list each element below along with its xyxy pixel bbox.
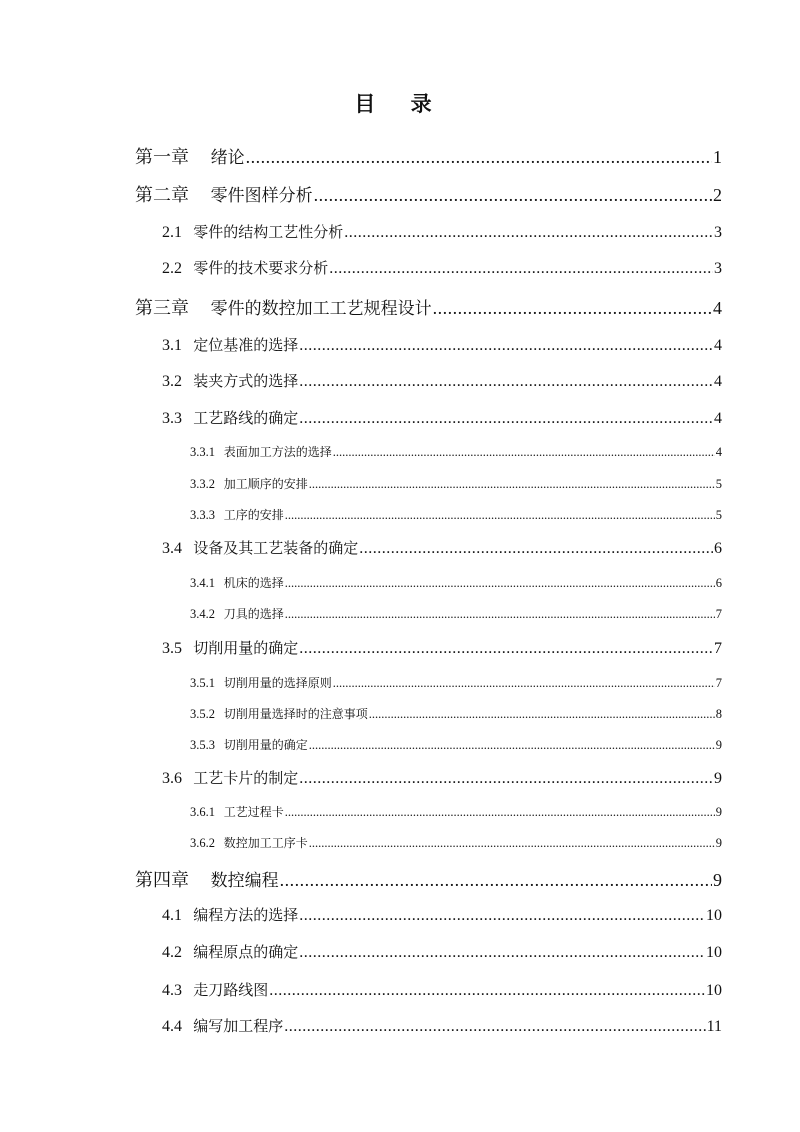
- toc-title: 切削用量的确定: [193, 639, 299, 657]
- dot-leader: [314, 185, 712, 206]
- toc-entry-4-1[interactable]: [0, 904, 800, 925]
- toc-number: 第四章: [135, 870, 189, 891]
- toc-page-number: 5: [715, 508, 722, 522]
- toc-title: 切削用量的确定: [223, 738, 308, 752]
- toc-entry-3-4-2[interactable]: [0, 605, 800, 622]
- dot-leader: [299, 640, 713, 658]
- toc-number: 3.2: [162, 373, 182, 390]
- page-title: 目 录: [354, 92, 446, 116]
- toc-title: 刀具的选择: [223, 607, 284, 621]
- toc-number: 3.5.3: [190, 738, 215, 752]
- toc-number: 3.4: [162, 540, 182, 557]
- toc-page-number: 10: [706, 944, 722, 961]
- toc-number: 3.4.2: [190, 607, 215, 621]
- dot-leader: [299, 373, 713, 391]
- toc-title: 切削用量选择时的注意事项: [223, 707, 368, 721]
- toc-number: 3.6.1: [190, 805, 215, 819]
- toc-title: 工艺过程卡: [223, 805, 284, 819]
- toc-entry-2-1[interactable]: [0, 221, 800, 242]
- toc-page-number: 5: [715, 477, 722, 491]
- toc-title: 工序的安排: [223, 508, 284, 522]
- toc-title: 零件的结构工艺性分析: [193, 223, 344, 241]
- toc-page-number: 9: [713, 870, 722, 890]
- toc-page-number: 9: [714, 770, 722, 787]
- dot-leader: [299, 410, 713, 428]
- dot-leader: [333, 676, 715, 691]
- toc-title: 工艺路线的确定: [193, 409, 299, 427]
- toc-title: 零件图样分析: [210, 186, 313, 206]
- toc-entry-chapter-4[interactable]: [0, 866, 800, 892]
- toc-title: 数控加工工序卡: [223, 836, 308, 850]
- toc-title: 编程方法的选择: [193, 906, 299, 924]
- toc-entry-3-1[interactable]: [0, 334, 800, 355]
- toc-page-number: 7: [715, 607, 722, 621]
- toc-title: 编写加工程序: [193, 1017, 284, 1035]
- toc-title: 装夹方式的选择: [193, 372, 299, 390]
- toc-page-number: 7: [715, 676, 722, 690]
- toc-entry-3-3-1[interactable]: [0, 443, 800, 460]
- dot-leader: [299, 770, 713, 788]
- dot-leader: [284, 1018, 705, 1036]
- dot-leader: [309, 477, 715, 492]
- toc-title: 零件的数控加工工艺规程设计: [210, 299, 432, 319]
- toc-entry-chapter-1[interactable]: [0, 143, 800, 169]
- dot-leader: [299, 907, 705, 925]
- dot-leader: [333, 445, 715, 460]
- toc-entry-4-3[interactable]: [0, 979, 800, 1000]
- dot-leader: [299, 337, 713, 355]
- toc-page-number: 4: [715, 445, 722, 459]
- dot-leader: [246, 147, 712, 168]
- dot-leader: [433, 298, 712, 319]
- toc-entry-3-6-2[interactable]: [0, 834, 800, 851]
- toc-number: 3.6.2: [190, 836, 215, 850]
- toc-entry-chapter-3[interactable]: [0, 294, 800, 320]
- toc-entry-3-4[interactable]: [0, 537, 800, 558]
- dot-leader: [285, 508, 715, 523]
- toc-title: 绪论: [210, 148, 245, 168]
- toc-number: 2.1: [162, 224, 182, 241]
- toc-number: 2.2: [162, 260, 182, 277]
- dot-leader: [329, 260, 713, 278]
- toc-title: 设备及其工艺装备的确定: [193, 539, 359, 557]
- toc-title: 走刀路线图: [193, 981, 269, 999]
- toc-number: 3.4.1: [190, 576, 215, 590]
- toc-title: 定位基准的选择: [193, 336, 299, 354]
- toc-page-number: 9: [715, 738, 722, 752]
- toc-entry-4-4[interactable]: [0, 1015, 800, 1036]
- toc-number: 3.3.1: [190, 445, 215, 459]
- toc-title: 机床的选择: [223, 576, 284, 590]
- dot-leader: [359, 540, 713, 558]
- toc-title: 数控编程: [210, 871, 279, 891]
- toc-page-number: 1: [713, 147, 722, 167]
- toc-page-number: 2: [713, 185, 722, 205]
- toc-title: 加工顺序的安排: [223, 477, 308, 491]
- toc-entry-3-2[interactable]: [0, 370, 800, 391]
- toc-page-number: 9: [715, 836, 722, 850]
- toc-title: 零件的技术要求分析: [193, 259, 329, 277]
- toc-page-number: 6: [714, 540, 722, 557]
- toc-entry-3-5-2[interactable]: [0, 705, 800, 722]
- toc-number: 3.5: [162, 640, 182, 657]
- toc-title: 切削用量的选择原则: [223, 676, 332, 690]
- toc-entry-4-2[interactable]: [0, 941, 800, 962]
- toc-number: 3.3.3: [190, 508, 215, 522]
- toc-number: 3.5.2: [190, 707, 215, 721]
- toc-number: 3.3.2: [190, 477, 215, 491]
- toc-page-number: 9: [715, 805, 722, 819]
- toc-page-number: 4: [714, 410, 722, 427]
- toc-number: 4.1: [162, 907, 182, 924]
- toc-page-number: 4: [713, 298, 722, 318]
- toc-page-number: 4: [714, 373, 722, 390]
- toc-entry-3-5-3[interactable]: [0, 736, 800, 753]
- toc-page-number: 6: [715, 576, 722, 590]
- toc-title: 表面加工方法的选择: [223, 445, 332, 459]
- toc-number: 第二章: [135, 185, 189, 206]
- toc-page-number: 11: [706, 1018, 722, 1035]
- toc-entry-3-5[interactable]: [0, 637, 800, 658]
- toc-entry-3-6[interactable]: [0, 767, 800, 788]
- toc-number: 3.3: [162, 410, 182, 427]
- toc-number: 4.4: [162, 1018, 182, 1035]
- dot-leader: [309, 738, 715, 753]
- toc-entry-3-5-1[interactable]: [0, 674, 800, 691]
- toc-entry-chapter-2[interactable]: [0, 181, 800, 207]
- toc-title: 工艺卡片的制定: [193, 769, 299, 787]
- toc-entry-3-3-2[interactable]: [0, 475, 800, 492]
- toc-page-number: 7: [714, 640, 722, 657]
- toc-page-number: 8: [715, 707, 722, 721]
- dot-leader: [285, 805, 715, 820]
- dot-leader: [285, 576, 715, 591]
- toc-number: 第三章: [135, 298, 189, 319]
- toc-page-number: 3: [714, 260, 722, 277]
- dot-leader: [369, 707, 715, 722]
- toc-page-number: 10: [706, 907, 722, 924]
- toc-entry-2-2[interactable]: [0, 257, 800, 278]
- toc-page-number: 4: [714, 337, 722, 354]
- toc-page-number: 3: [714, 224, 722, 241]
- dot-leader: [280, 870, 712, 891]
- toc-entry-3-4-1[interactable]: [0, 574, 800, 591]
- toc-entry-3-3-3[interactable]: [0, 506, 800, 523]
- toc-number: 4.3: [162, 982, 182, 999]
- toc-number: 3.5.1: [190, 676, 215, 690]
- toc-title: 编程原点的确定: [193, 943, 299, 961]
- toc-number: 4.2: [162, 944, 182, 961]
- dot-leader: [285, 607, 715, 622]
- dot-leader: [309, 836, 715, 851]
- toc-entry-3-3[interactable]: [0, 407, 800, 428]
- dot-leader: [344, 224, 713, 242]
- toc-number: 3.6: [162, 770, 182, 787]
- dot-leader: [269, 982, 705, 1000]
- toc-number: 3.1: [162, 337, 182, 354]
- toc-entry-3-6-1[interactable]: [0, 803, 800, 820]
- toc-number: 第一章: [135, 147, 189, 168]
- dot-leader: [299, 944, 705, 962]
- toc-page-number: 10: [706, 982, 722, 999]
